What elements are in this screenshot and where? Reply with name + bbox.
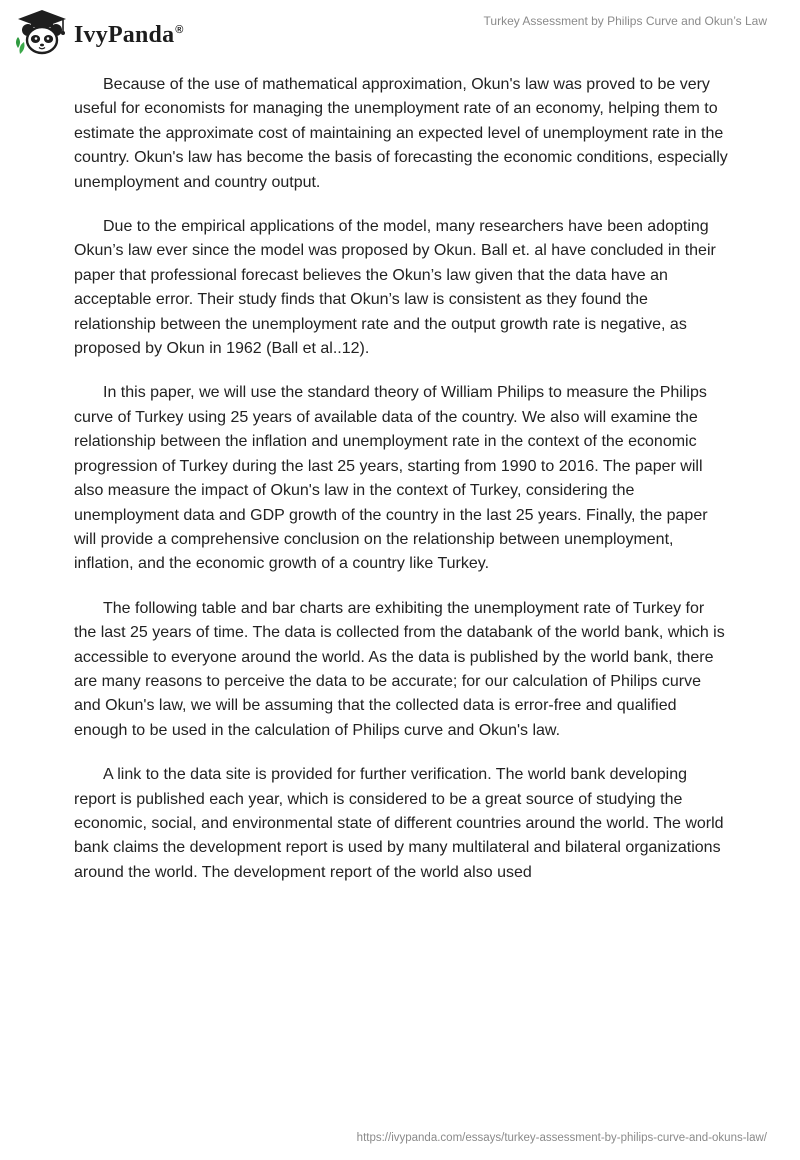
essay-body: [74, 73, 730, 905]
paragraph-data-source: The following table and bar charts are exhibiting the unemployment rate of Turkey for the last 25 years of time. The data is collected from the databank of the world bank, which is accessible to everyone around the world. As the data is published by the world bank, there are many reasons to perceive the data to be accurate; for our calculation of Philips curve and Okun's law, we will be assuming that the collected data is error-free and qualified enough to be used in the calculation of Philips curve and Okun's law.: [74, 599, 725, 739]
panda-graduate-icon: [14, 8, 70, 58]
page-header: [0, 0, 800, 70]
paragraph-world-bank-report: A link to the data site is provided for further verification. The world bank developing report is published each year, which is considered to be a great source of studying the economic, social, and environmental state of different countries around the world. The world bank claims the development report is used by many multilateral and bilateral organizations around the world. The development report of the world also used: [74, 766, 724, 881]
paragraph-paper-scope: In this paper, we will use the standard theory of William Philips to measure the Philips curve of Turkey using 25 years of available data of the country. We also will examine the relationship between the inflation and unemployment rate in the context of the economic progression of Turkey during the last 25 years, starting from 1990 to 2016. The paper will also measure the impact of Okun's law in the context of Turkey, considering the unemployment data and GDP growth of the country in the last 25 years. Finally, the paper will provide a comprehensive conclusion on the relationship between unemployment, inflation, and the economic growth of a country like Turkey.: [74, 384, 708, 573]
paragraph-okuns-law-usefulness: Because of the use of mathematical approximation, Okun's law was proved to be very useful for economists for managing the unemployment rate of an economy, helping them to estimate the approximate cost of maintaining an expected level of unemployment rate in the country. Okun's law has become the basis of forecasting the economic conditions, especially unemployment and country output.: [74, 76, 728, 191]
document-title: Turkey Assessment by Philips Curve and Okun’s Law: [483, 14, 767, 28]
logo-wordmark: IvyPanda®: [74, 21, 184, 48]
source-url-link[interactable]: https://ivypanda.com/essays/turkey-assessment-by-philips-curve-and-okuns-law/: [356, 1132, 767, 1144]
registered-mark: ®: [175, 23, 184, 36]
paragraph-empirical-applications: Due to the empirical applications of the model, many researchers have been adopting Okun’s law ever since the model was proposed by Okun. Ball et. al have concluded in their paper that professional forecast believes the Okun’s law given that the data have an acceptable error. Their study finds that Okun’s law is consistent as they found the relationship between the unemployment rate and the output growth rate is negative, as proposed by Okun in 1962 (Ball et al..12).: [74, 218, 716, 358]
ivypanda-logo[interactable]: [14, 8, 184, 58]
